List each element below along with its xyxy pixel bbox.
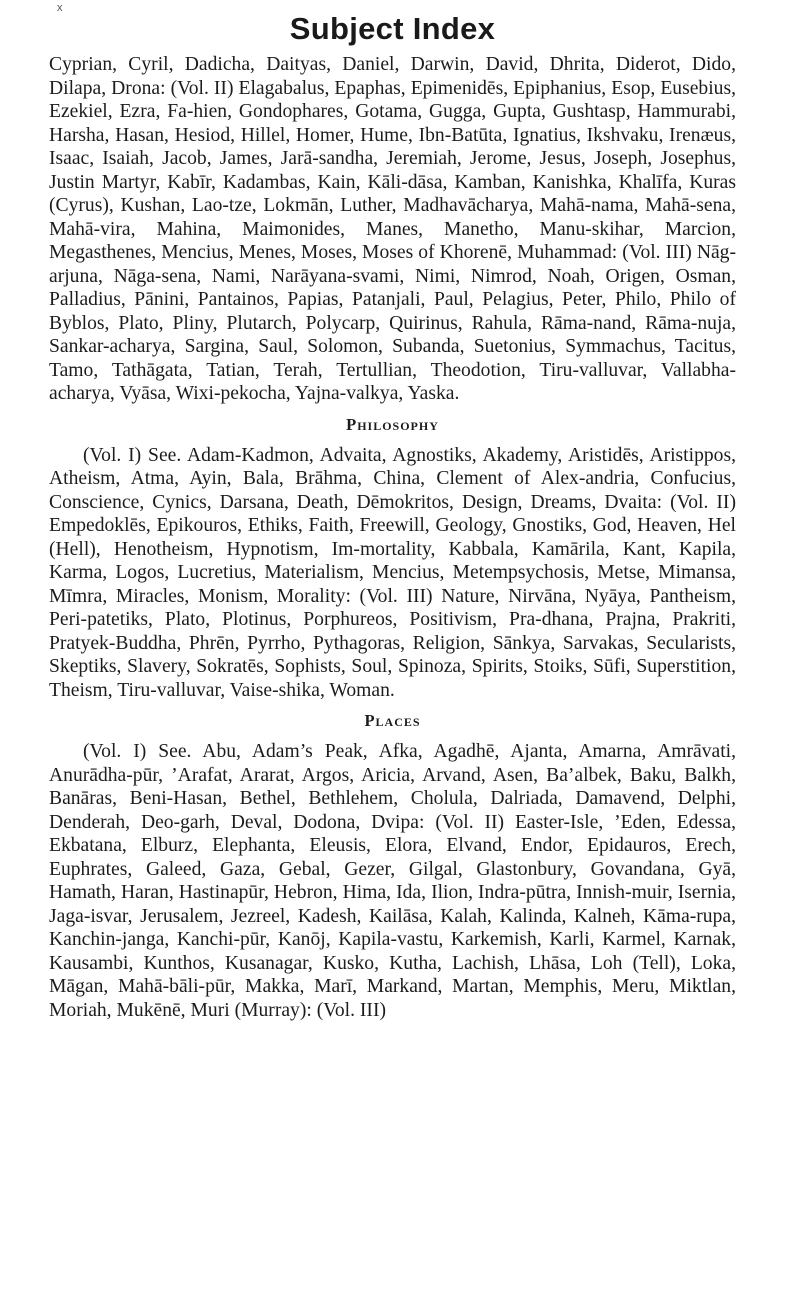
section-heading-philosophy: Philosophy bbox=[346, 414, 439, 434]
persons-entries: Cyprian, Cyril, Dadicha, Daityas, Daniel, Darwin, David, Dhrita, Diderot, Dido, Dilapa, Drona: (Vol. II) Elagabalus, Epaphas, Epimenidēs, Epiphanius, Esop, Eusebius, Ezekiel, Ezra, Fa-hien, Gondophares, Gotama, Gugga, Gupta, Gushtasp, Hammurabi, Harsha, Hasan, Hesiod, Hillel, Homer, Hume, Ibn-Batūta, Ignatius, Ikshvaku, Irenæus, Isaac, Isaiah, Jacob, James, Jarā-sandha, Jeremiah, Jerome, Jesus, Joseph, Josephus, Justin Martyr, Kabīr, Kadambas, Kain, Kāli-dāsa, Kamban, Kanishka, Khalīfa, Kuras (Cyrus), Kushan, Lao-tze, Lokmān, Luther, Madhavācharya, Mahā-nama, Mahā-sena, Mahā-vira, Mahina, Maimonides, Manes, Manetho, Manu-skihar, Marcion, Megasthenes, Mencius, Menes, Moses, Moses of Khorenē, Muhammad: (Vol. III) Nāg-arjuna, Nāga-sena, Nami, Narāyana-svami, Nimi, Nimrod, Noah, Origen, Osman, Palladius, Pānini, Pantainos, Papias, Patanjali, Paul, Pelagius, Peter, Philo, Philo of Byblos, Plato, Pliny, Plutarch, Polycarp, Quirinus, Rahula, Rāma-nand, Rāma-nuja, Sankar-acharya, Sargina, Saul, Solomon, Subanda, Suetonius, Symmachus, Tacitus, Tamo, Tathāgata, Tatian, Terah, Tertullian, Theodotion, Tiru-valluvar, Vallabha-acharya, Vyāsa, Wixi-pekocha, Yajna-valkya, Yaska. bbox=[49, 54, 736, 404]
page-number-mark: x bbox=[57, 2, 63, 14]
page-title: Subject Index bbox=[289, 11, 496, 46]
philosophy-entries: (Vol. I) See. Adam-Kadmon, Advaita, Agnostiks, Akademy, Aristidēs, Aristippos, Atheism, Atma, Ayin, Bala, Brāhma, China, Clement of Alex-andria, Confucius, Conscience, Cynics, Darsana, Death, Dēmokritos, Design, Dreams, Dvaita: (Vol. II) Empedoklēs, Epikouros, Ethiks, Faith, Freewill, Geology, Gnostiks, God, Heaven, Hel (Hell), Henotheism, Hypnotism, Im-mortality, Kabbala, Kamārila, Kant, Kapila, Karma, Logos, Lucretius, Materialism, Mencius, Metempsychosis, Metse, Mimansa, Mīmra, Miracles, Monism, Morality: (Vol. III) Nature, Nirvāna, Nyāya, Pantheism, Peri-patetiks, Plato, Plotinus, Porphureos, Positivism, Pra-dhana, Prajna, Prakriti, Pratyek-Buddha, Phrēn, Pyrrho, Pythagoras, Religion, Sānkya, Sarvakas, Secularists, Skeptiks, Slavery, Sokratēs, Sophists, Soul, Spinoza, Spirits, Stoiks, Sūfi, Superstition, Theism, Tiru-valluvar, Vaise-shika, Woman. bbox=[49, 444, 736, 701]
places-entries: (Vol. I) See. Abu, Adam’s Peak, Afka, Agadhē, Ajanta, Amarna, Amrāvati, Anurādha-pūr, ’Arafat, Ararat, Argos, Aricia, Arvand, Asen, Ba’albek, Baku, Balkh, Banāras, Beni-Hasan, Bethel, Bethlehem, Cholula, Dalriada, Damavend, Delphi, Denderah, Deo-garh, Deval, Dodona, Dvipa: (Vol. II) Easter-Isle, ’Eden, Edessa, Ekbatana, Elburz, Elephanta, Eleusis, Elora, Elvand, Endor, Epidauros, Erech, Euphrates, Galeed, Gaza, Gebal, Gezer, Gilgal, Glastonbury, Govandana, Gyā, Hamath, Haran, Hastinapūr, Hebron, Hima, Ida, Ilion, Indra-pūtra, Innish-muir, Isernia, Jaga-isvar, Jerusalem, Jezreel, Kadesh, Kailāsa, Kalah, Kalinda, Kalneh, Kāma-rupa, Kanchin-janga, Kanchi-pūr, Kanōj, Kapila-vastu, Karkemish, Karli, Karmel, Karnak, Kausambi, Kunthos, Kusanagar, Kusko, Kutha, Lachish, Lhāsa, Loh (Tell), Loka, Māgan, Mahā-bāli-pūr, Makka, Marī, Markand, Martan, Memphis, Meru, Miktlan, Moriah, Mukēnē, Muri (Murray): (Vol. III) bbox=[49, 741, 736, 1021]
section-heading-places: Places bbox=[364, 711, 421, 730]
